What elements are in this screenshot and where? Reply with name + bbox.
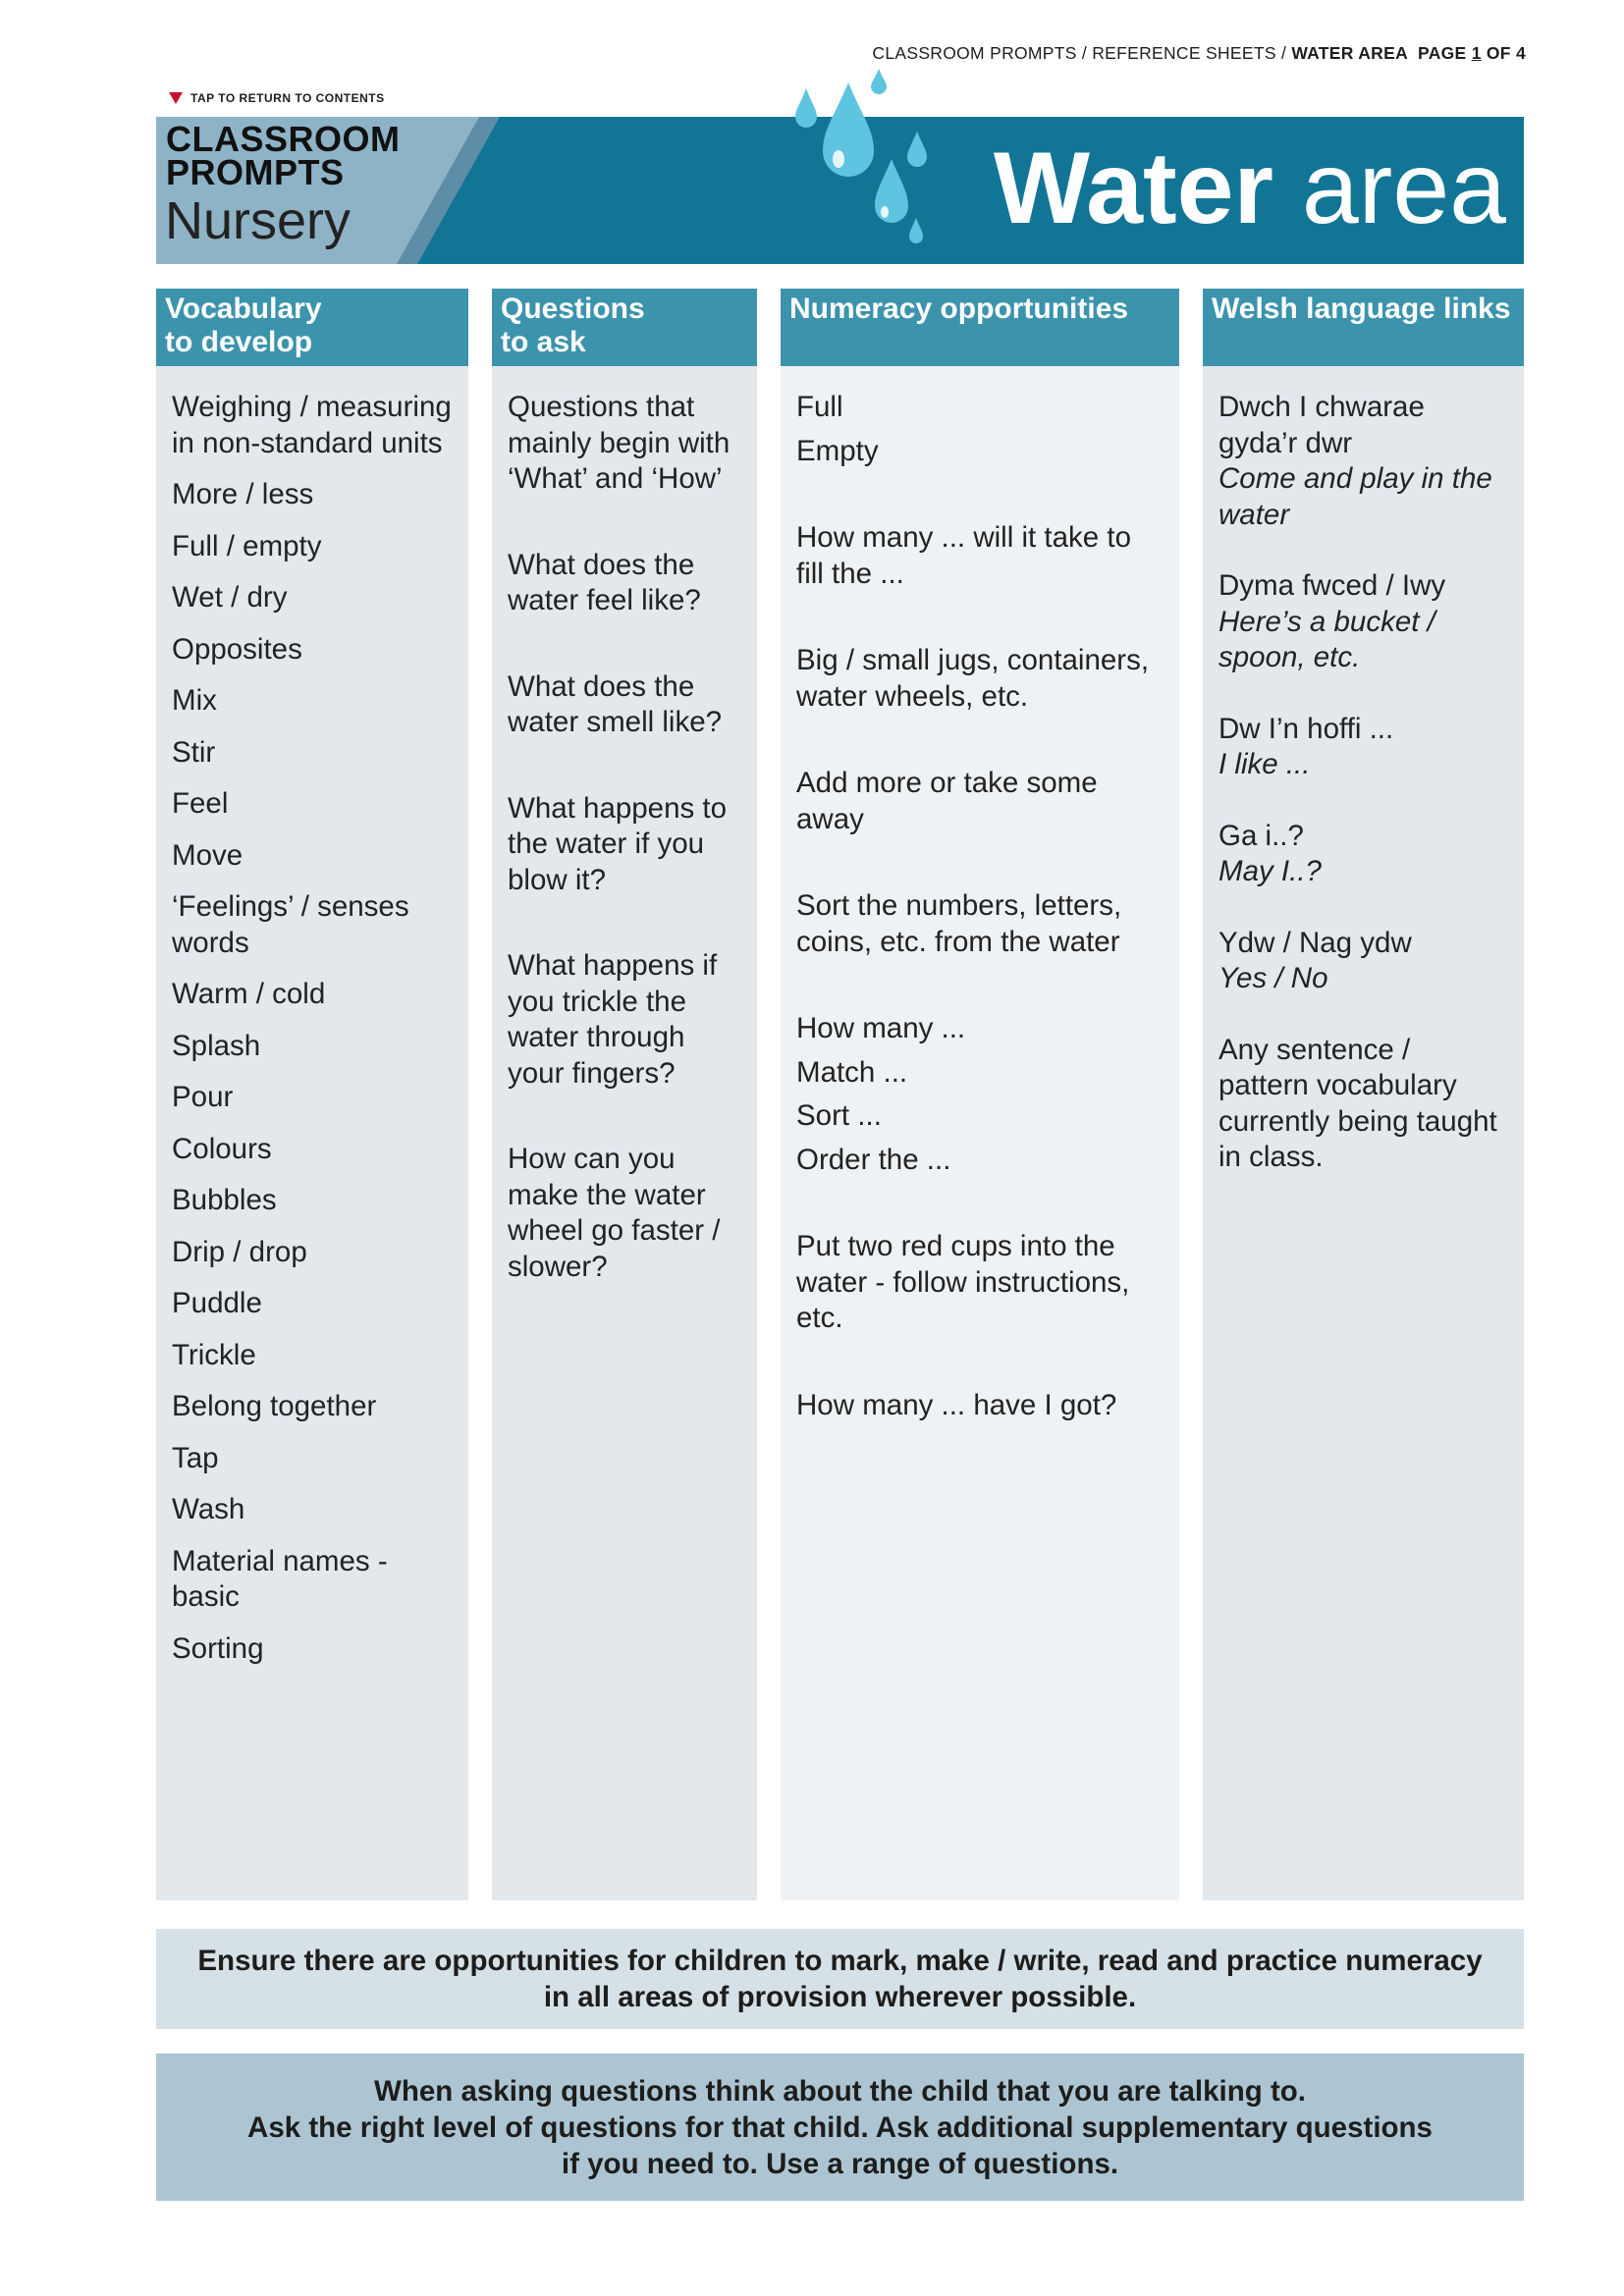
list-item: Puddle	[172, 1287, 262, 1319]
vocabulary-list	[156, 366, 468, 1900]
list-item: Match ...	[796, 1055, 908, 1089]
brand-line1: CLASSROOM	[166, 119, 401, 159]
list-item: More / less	[172, 478, 314, 510]
list-item: Wet / dry	[172, 581, 288, 614]
welsh-phrase: Any sentence / pattern vocabulary currently being taught in class.	[1218, 1033, 1497, 1173]
list-item: Order the ...	[796, 1143, 951, 1176]
list-item: Sort the numbers, letters, coins, etc. from the water	[796, 889, 1122, 958]
questions-column	[492, 289, 757, 1900]
list-item: Tap	[172, 1441, 219, 1474]
english-translation: Come and play in the water	[1218, 462, 1492, 531]
breadcrumb	[872, 43, 1526, 64]
vocabulary-title-line1: Vocabulary	[165, 293, 322, 325]
list-item: Sort ...	[796, 1099, 882, 1132]
list-item: Colours	[172, 1132, 272, 1165]
list-item: Sorting	[172, 1631, 264, 1665]
drop-mid	[875, 159, 908, 223]
list-item: Belong together	[172, 1390, 377, 1422]
list-item: Full / empty	[172, 529, 322, 562]
list-item: Drip / drop	[172, 1235, 307, 1268]
welsh-column	[1203, 289, 1524, 1900]
list-item: How many ...	[796, 1012, 966, 1044]
list-item: Opposites	[172, 632, 302, 666]
welsh-phrase: Dw I’n hoffi ...	[1218, 712, 1394, 745]
brand-title	[166, 119, 401, 192]
page-indicator	[1418, 43, 1526, 63]
list-item: ‘Feelings’ / senses words	[172, 890, 409, 959]
numeracy-title: Numeracy opportunities	[789, 293, 1129, 325]
list-item: What happens if you trickle the water through your fingers?	[508, 949, 718, 1090]
questions-title-line2: to ask	[501, 326, 586, 358]
numeracy-column	[781, 289, 1179, 1900]
list-item: What does the water feel like?	[508, 548, 701, 616]
list-item: What happens to the water if you blow it?	[508, 791, 728, 896]
list-item: Pour	[172, 1081, 234, 1113]
vocabulary-header	[156, 289, 468, 366]
list-item	[1218, 1033, 1508, 1176]
welsh-list	[1203, 366, 1524, 1900]
list-item: Weighing / measuring in non-standard units	[172, 391, 452, 459]
page-title-light: area	[1301, 132, 1506, 245]
list-item: Feel	[172, 787, 229, 820]
page-suffix: OF 4	[1481, 43, 1526, 63]
list-item: How can you make the water wheel go faster / slower?	[508, 1143, 721, 1283]
welsh-phrase: Dyma fwced / Iwy	[1218, 569, 1446, 602]
brand-subtitle: Nursery	[165, 191, 352, 250]
breadcrumb-current: WATER AREA	[1291, 43, 1409, 63]
drop-bottom	[909, 218, 923, 243]
list-item: Questions that mainly begin with ‘What’ and ‘How’	[508, 391, 731, 495]
list-item	[1218, 926, 1508, 997]
provision-note: Ensure there are opportunities for children to mark, make / write, read and practice numeracy in all areas of provision wherever possible.	[156, 1929, 1524, 2029]
list-item: Empty	[796, 434, 879, 467]
triangle-down-icon	[169, 92, 183, 104]
list-item: What does the water smell like?	[508, 669, 723, 738]
list-item: Move	[172, 838, 244, 872]
english-translation: I like ...	[1218, 748, 1311, 780]
list-item: How many ... have I got?	[796, 1388, 1117, 1421]
list-item: Trickle	[172, 1338, 256, 1371]
questions-list	[492, 366, 757, 1900]
drop-right	[907, 132, 927, 167]
drop-left	[795, 88, 817, 128]
list-item: Full	[796, 391, 843, 423]
english-translation: May I..?	[1218, 855, 1322, 887]
list-item	[1218, 712, 1508, 783]
list-item: Mix	[172, 684, 217, 717]
page-title	[994, 131, 1506, 246]
list-item: Big / small jugs, containers, water wheels, etc.	[796, 644, 1150, 713]
numeracy-header	[781, 289, 1179, 366]
welsh-phrase: Ga i..?	[1218, 819, 1304, 852]
breadcrumb-path: CLASSROOM PROMPTS / REFERENCE SHEETS /	[872, 43, 1292, 63]
vocabulary-column	[156, 289, 468, 1900]
welsh-title: Welsh language links	[1212, 293, 1511, 325]
list-item: Put two red cups into the water - follow instructions, etc.	[796, 1230, 1130, 1334]
list-item: Add more or take some away	[796, 767, 1098, 835]
page-title-bold: Water	[993, 132, 1273, 245]
water-drops-icon	[785, 65, 943, 251]
list-item: Wash	[172, 1493, 245, 1525]
drop-large	[823, 82, 874, 177]
page-number: 1	[1471, 43, 1482, 63]
drop-small-top	[871, 69, 887, 94]
list-item	[1218, 390, 1508, 533]
list-item	[1218, 568, 1508, 676]
questions-header	[492, 289, 757, 366]
welsh-phrase: Ydw / Nag ydw	[1218, 926, 1412, 959]
questions-title-line1: Questions	[501, 293, 645, 325]
brand-line2: PROMPTS	[166, 152, 345, 192]
vocabulary-title-line2: to develop	[165, 326, 313, 358]
return-to-contents-link[interactable]	[169, 91, 385, 105]
list-item	[1218, 819, 1508, 890]
page-prefix: PAGE	[1418, 43, 1472, 63]
welsh-phrase: Dwch I chwarae gyda’r dwr	[1218, 391, 1425, 459]
welsh-header	[1203, 289, 1524, 366]
list-item: Bubbles	[172, 1184, 277, 1216]
numeracy-list	[781, 366, 1179, 1900]
list-item: Stir	[172, 735, 216, 769]
list-item: How many ... will it take to fill the ...	[796, 521, 1131, 590]
english-translation: Yes / No	[1218, 962, 1328, 994]
list-item: Material names - basic	[172, 1544, 388, 1613]
return-to-contents-label: TAP TO RETURN TO CONTENTS	[190, 91, 385, 105]
questioning-note: When asking questions think about the child that you are talking to. Ask the right level of questions for that child. Ask additional supplementary questions if you need to. Use a range of questions.	[156, 2054, 1524, 2201]
list-item: Splash	[172, 1029, 261, 1062]
english-translation: Here’s a bucket / spoon, etc.	[1218, 605, 1435, 673]
list-item: Warm / cold	[172, 978, 326, 1010]
